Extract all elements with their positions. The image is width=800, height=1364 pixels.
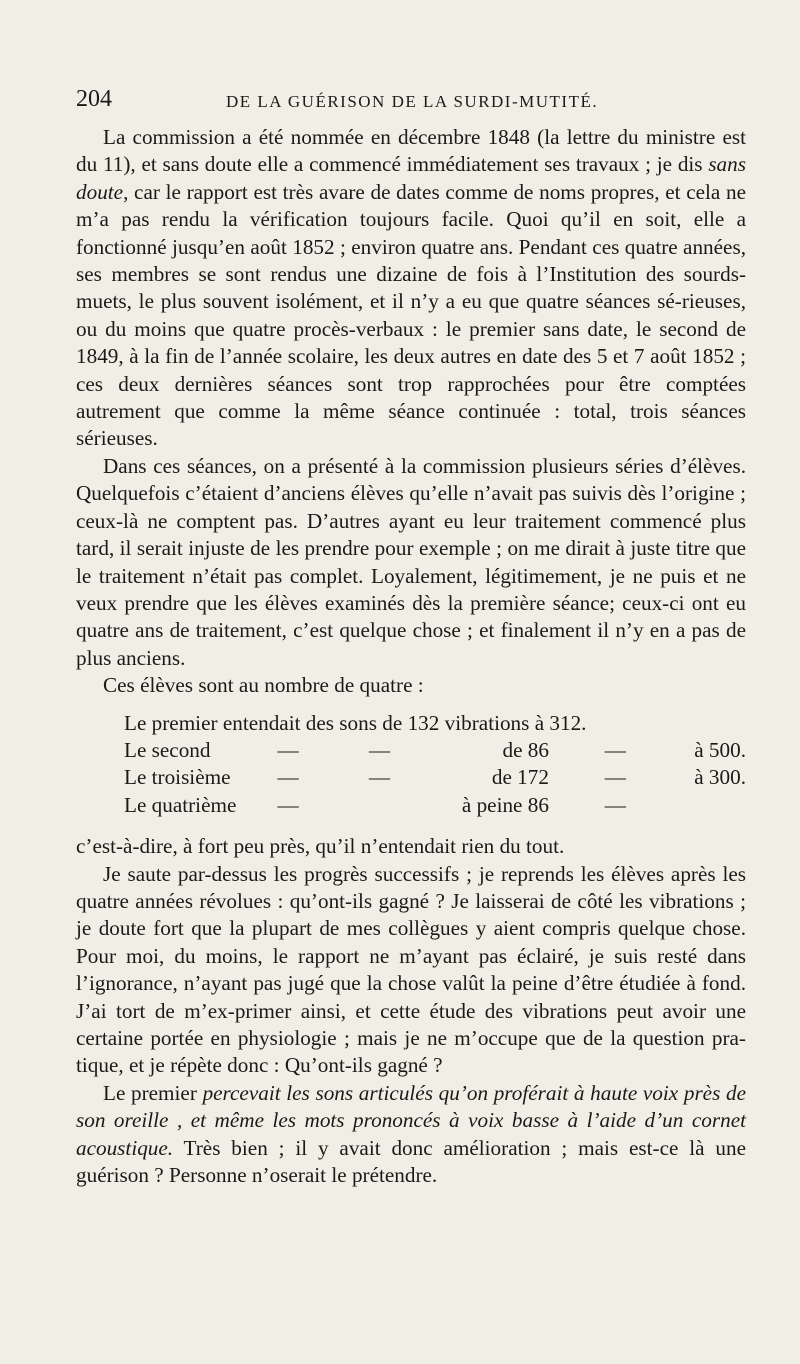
paragraph-3: Ces élèves sont au nombre de quatre : [103,673,424,698]
vibration-start: de 86 [502,737,549,762]
table-row [124,792,746,819]
vibrations-table [124,737,746,819]
ditto-mark: — [604,792,626,817]
vibration-end: à 300. [694,765,746,790]
paragraph-1 [76,124,746,453]
ditto-mark: — [368,737,391,762]
paragraph-6-rest: Très bien ; il y avait donc amélioration ; mais est-ce là une guérison ? Personne n’oserait le prétendre. [76,1135,746,1188]
vibration-end: à 500. [694,737,746,762]
paragraph-6-start: Le premier [103,1080,203,1105]
ditto-mark: — [604,737,626,762]
paragraph-6 [76,1080,746,1190]
ditto-mark: — [604,765,626,790]
paragraph-1-emphasis: sans doute [76,152,746,204]
paragraph-2: Dans ces séances, on a présenté à la commission plusieurs séries d’élèves. Quelquefois c’étaient d’anciens élèves qu’elle n’avait pas suivis dès l’origine ; ceux-là ne comptent pas. D’autres ayant eu leur traitement commencé plus tard, il serait injuste de les prendre pour exemple ; on me dirait à juste titre que le traitement n’était pas complet. Loyalement, légitimement, je ne puis et ne veux prendre que les élèves examinés dès la première séance; ceux-ci ont eu quatre ans de traitement, c’est quelque chose ; et finalement il n’y en a pas de plus anciens. [76,453,746,670]
ditto-mark: — [368,765,391,790]
page-number: 204 [76,86,112,112]
paragraph-1-rest: , car le rapport est très avare de dates comme de noms propres, et cela ne m’a pas rendu la vérification toujours facile. Quoi qu’il en soit, elle a fonctionné jusqu’en août 1852 ; environ quatre ans. Pendant ces quatre années, ses membres se sont rendus une dizaine de fois à l’Institution des sourds-muets, le plus souvent isolément, et il n’y a eu que quatre séances sé-rieuses, ou du moins que quatre procès-verbaux : le premier sans date, le second de 1849, à la fin de l’année scolaire, les deux autres en date des 5 et 7 août 1852 ; ces deux dernières séances sont trop rapprochées pour être comptées autrement que comme la même séance continuée : total, trois séances sérieuses. [76,179,746,451]
student-name: Le quatrième [124,792,237,817]
vibration-start: de 172 [491,765,549,790]
table-row [124,764,746,791]
paragraph-4: c’est-à-dire, à fort peu près, qu’il n’entendait rien du tout. [76,834,565,859]
page-header [76,86,746,116]
table-first-row: Le premier entendait des sons de 132 vibrations à 312. [124,710,587,735]
table-row [124,737,746,764]
vibration-start: à peine 86 [461,792,549,817]
page-body [76,124,746,1189]
ditto-mark: — [277,792,299,817]
ditto-mark [361,792,424,819]
paragraph-6-emphasis: percevait les sons articulés qu’on proférait à haute voix près de son oreille , et même les mots prononcés à voix basse à l’aide d’un cornet acoustique. [76,1080,746,1160]
paragraph-1-text: La commission a été nommée en décembre 1848 (la lettre du ministre est du 11), et sans doute elle a commencé immédiatement ses travaux ; je dis [76,125,746,177]
paragraph-5: Je saute par-dessus les progrès successifs ; je reprends les élèves après les quatre années révolues : qu’ont-ils gagné ? Je laisserai de côté les vibrations ; je doute fort que la plupart de mes collègues y aient compris quelque chose. Pour moi, du moins, le rapport ne m’ayant pas éclairé, je suis resté dans l’ignorance, n’ayant pas jugé que la chose valût la peine d’être étudiée à fond. J’ai tort de m’ex-primer ainsi, et cette étude des vibrations peut avoir une certaine portée en physiologie ; mais je ne m’occupe que de la question pra-tique, et je répète donc : Qu’ont-ils gagné ? [76,861,746,1078]
ditto-mark: — [277,737,299,762]
running-head: DE LA GUÉRISON DE LA SURDI-MUTITÉ. [226,92,599,111]
vibration-end [652,792,746,819]
student-name: Le troisième [124,765,231,790]
ditto-mark: — [277,765,299,790]
student-name: Le second [124,737,211,762]
